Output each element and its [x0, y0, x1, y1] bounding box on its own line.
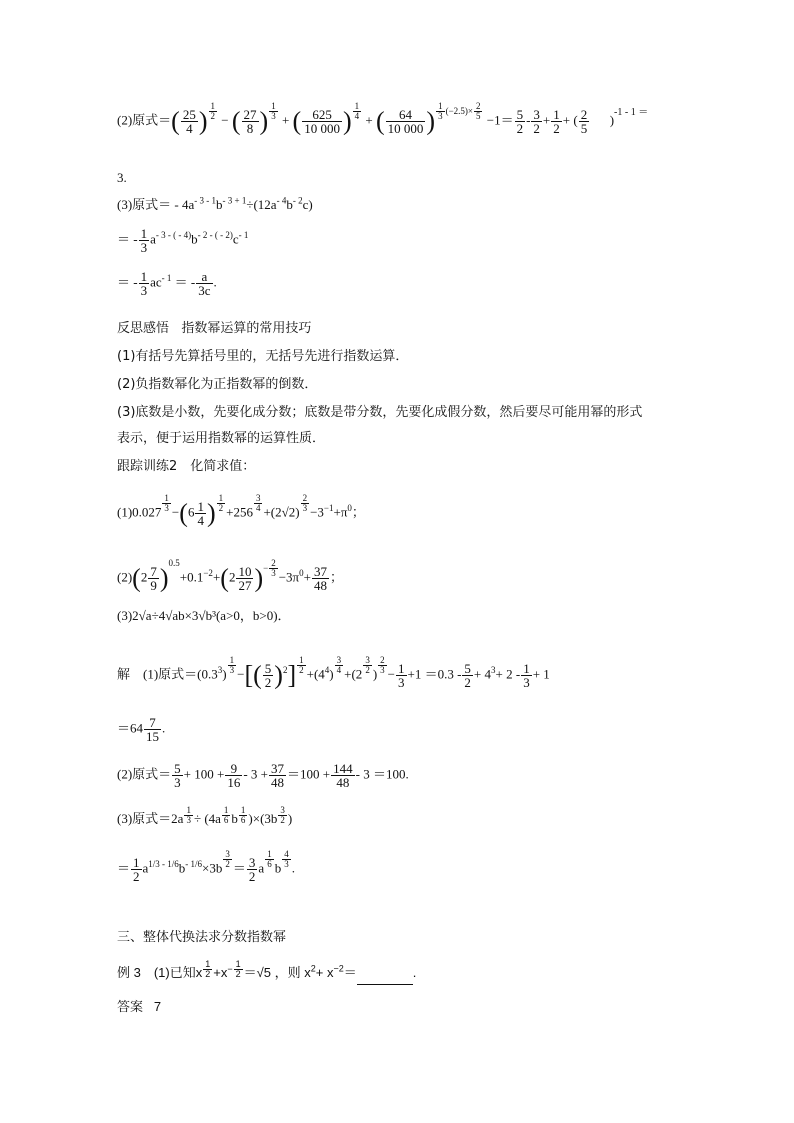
- practice-q3: (3)2√a÷4√ab×3√b³(a>0，b>0)．: [117, 608, 291, 623]
- example-3: 例 3 (1)已知x $^{\frac{1}{2}}$ $+x^{- \frac{1}{2}}$ ＝√5 ，则 $x^2+ x^{-2}=$ .: [117, 966, 416, 985]
- tip-3: (3)底数是小数，先要化成分数；底数是带分数，先要化成假分数，然后要尽可能用幂的形式: [117, 405, 643, 420]
- solution-s2: (2)原式＝ $\frac{5}{3}$ + 100 + $\frac{9}{16}$ - 3 + $\frac{37}{48}$ ＝100 + $\frac{144}{48}$ - 3 ＝100.: [117, 761, 409, 790]
- solution-s3: (3)原式＝2a $^{\frac{1}{3}}$ ÷ (4a $^{\frac{1}{6}}$ b $^{\frac{1}{6}}$ )×(3b $^{\frac{3}{2}}$ ): [117, 805, 293, 826]
- answer-value: 7: [153, 999, 162, 1014]
- tip-3-cont: 表示，便于运用指数幂的运算性质．: [117, 431, 326, 446]
- solution-line-5: ＝ - $\frac{1}{3}$ $ac^{- 1}$ ＝ - $\frac{a}{3c}$ .: [117, 269, 217, 298]
- tip-1: (1)有括号先算括号里的，无括号先进行指数运算．: [117, 349, 409, 364]
- answer-line: [117, 1000, 161, 1013]
- solution-s1-result: ＝64 $\frac{7}{15}$ .: [117, 715, 166, 744]
- reflection-title: 反思感悟: [117, 321, 170, 336]
- practice-q1: (1)0.027 $^{\frac{1}{3}}$ −(6 $\frac{1}{4}$ ) $^{\frac{1}{2}}$ +256 $^{\frac{3}{4}}$ +(2√2) $^{\frac{2}{3}}$ $-3^{-1}+\pi^0$；: [117, 493, 365, 528]
- solution-result: 3.: [117, 170, 127, 185]
- section-heading-3: 三、整体代换法求分数指数幂: [117, 929, 287, 944]
- solution-line-4: ＝ - $\frac{1}{3}$ $a^{- 3 - ( - 4)}b^{- 2 - ( - 2)}c^{- 1}$: [117, 226, 249, 255]
- tip-2: (2)负指数幂化为正指数幂的倒数．: [117, 377, 318, 392]
- reflection-heading: [117, 322, 311, 335]
- answer-label: 答案: [117, 999, 144, 1014]
- solution-line-3: (3)原式＝ - $4a^{- 3 - 1}b^{- 3 + 1}\div(12a^{- 4}b^{- 2}c)$: [117, 195, 313, 212]
- solution-s1: 解 (1)原式$=(0.3^3)$ $^{\frac{1}{3}}$ −[( $\frac{5}{2}$ )$^2$] $^{\frac{1}{2}}$ $+(4^4)$ $^{\frac{3}{4}}$ +(2 $^{\frac{3}{2}}$ ) $^{\frac{2}{3}}$ − $\frac{1}{3}$ +1 ＝0.3 - $\frac{5}{2}$ + $4^3+ 2$ - $\frac{1}{3}$ + 1: [117, 655, 550, 690]
- practice-heading: 跟踪训练2 化简求值：: [117, 459, 256, 474]
- solution-s3-result: ＝ $\frac{1}{2}$ $a^{1/3 - 1/6}b^{- 1/6}\times 3b$ $^{\frac{3}{2}}$ ＝ $\frac{3}{2}$ a $^{\frac{1}{6}}$ b $^{\frac{4}{3}}$ .: [117, 849, 295, 884]
- practice-q2: (2)(2 $\frac{7}{9}$ )$^{0.5}+0.1^{-2}+(2$ $\frac{10}{27}$ )$^{- \frac{2}{3}}$ $-3\pi^0+$ $\frac{37}{48}$ ；: [117, 558, 343, 593]
- solution-line-2: (2)原式＝( $\frac{25}{4}$ ) $^{\frac{1}{2}}$ − ( $\frac{27}{8}$ ) $^{\frac{1}{3}}$ + ( $\frac{625}{10 000}$ ) $^{\frac{1}{4}}$ + ( $\frac{64}{10 000}$ ) $^{\frac{1}{3} (-2.5)\times \frac{2}{5}}$ −1＝ $\frac{5}{2}$ - $\frac{3}{2}$ + $\frac{1}{2}$ + ( $\frac{2}{5}$ )$^{-1 - 1 =}$: [117, 101, 649, 136]
- reflection-subtitle: 指数幂运算的常用技巧: [181, 321, 312, 336]
- answer-blank[interactable]: [357, 972, 413, 985]
